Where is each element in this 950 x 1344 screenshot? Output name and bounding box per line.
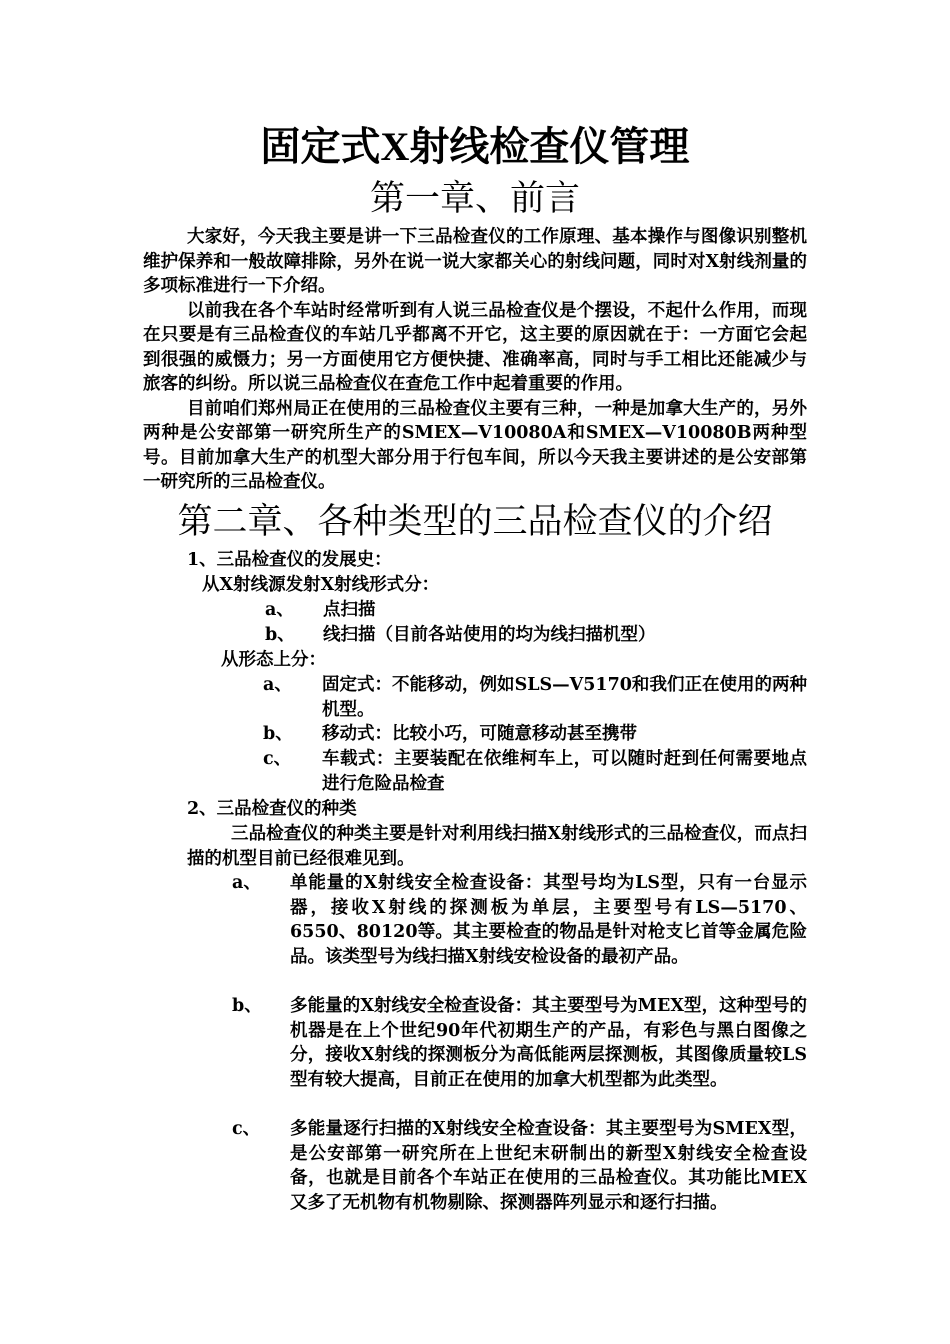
list-marker: a、 — [232, 873, 261, 893]
chapter-1-heading: 第一章、前言 — [369, 179, 580, 219]
list-item — [263, 747, 807, 796]
list-item-text: 固定式：不能移动，例如SLS—V5170和我们正在使用的两种机型。 — [322, 675, 807, 720]
source-form-label: 从X射线源发射X射线形式分： — [202, 575, 440, 595]
list-marker: c、 — [263, 749, 292, 769]
list-item — [263, 673, 807, 722]
paragraph: 大家好，今天我主要是讲一下三品检查仪的工作原理、基本操作与图像识别整机维护保养和一般故障排除，另外在说一说大家都关心的射线问题，同时对X射线剂量的多项标准进行一下介绍。 — [143, 227, 807, 296]
form-label: 从形态上分： — [221, 650, 326, 670]
list-item-text: 车载式：主要装配在依维柯车上，可以随时赶到任何需要地点进行危险品检查 — [322, 749, 807, 794]
paragraph: 三品检查仪的种类主要是针对利用线扫描X射线形式的三品检查仪，而点扫描的机型目前已经很难见到。 — [187, 824, 807, 869]
list-marker: a、 — [265, 600, 294, 620]
list-item — [265, 623, 807, 647]
list-marker: b、 — [265, 625, 295, 645]
paragraph: 目前咱们郑州局正在使用的三品检查仪主要有三种，一种是加拿大生产的，另外两种是公安部第一研究所生产的SMEX—V10080A和SMEX—V10080B两种型号。目前加拿大生产的机型大部分用于行包车间，所以今天我主要讲述的是公安部第一研究所的三品检查仪。 — [143, 398, 807, 492]
section-2-intro — [187, 822, 807, 871]
list-item — [263, 722, 807, 746]
list-item-text: 单能量的X射线安全检查设备：其型号均为LS型，只有一台显示器，接收X射线的探测板为单层，主要型号有LS—5170、6550、80120等。其主要检查的物品是针对枪支匕首等金属危险品。该类型号为线扫描X射线安检设备的最初产品。 — [290, 873, 807, 967]
list-item-text: 多能量的X射线安全检查设备：其主要型号为MEX型，这种型号的机器是在上个世纪90年代初期生产的产品，有彩色与黑白图像之分，接收X射线的探测板分为高低能两层探测板，其图像质量较LS型有较大提高，目前正在使用的加拿大机型都为此类型。 — [290, 996, 807, 1090]
list-item-text: 多能量逐行扫描的X射线安全检查设备：其主要型号为SMEX型，是公安部第一研究所在上世纪末研制出的新型X射线安全检查设备，也就是目前各个车站正在使用的三品检查仪。其功能比MEX又多了无机物有机物剔除、探测器阵列显示和逐行扫描。 — [290, 1119, 807, 1213]
list-item — [232, 871, 807, 993]
chapter-2-heading: 第二章、各种类型的三品检查仪的介绍 — [177, 502, 773, 542]
list-marker: a、 — [263, 675, 292, 695]
document-title: 固定式X射线检查仪管理 — [260, 124, 690, 169]
list-marker: c、 — [232, 1119, 261, 1139]
list-item-text: 移动式：比较小巧，可随意移动甚至携带 — [322, 724, 637, 744]
list-marker: b、 — [263, 724, 293, 744]
chapter-1-body — [143, 225, 807, 495]
paragraph: 以前我在各个车站时经常听到有人说三品检查仪是个摆设，不起什么作用，而现在只要是有三品检查仪的车站几乎都离不开它，这主要的原因就在于：一方面它会起到很强的威慑力；另一方面使用它方便快捷、准确率高，同时与手工相比还能减少与旅客的纠纷。所以说三品检查仪在查危工作中起着重要的作用。 — [143, 300, 807, 394]
list-marker: b、 — [232, 996, 262, 1016]
list-item — [232, 994, 807, 1116]
list-item-text: 线扫描（目前各站使用的均为线扫描机型） — [323, 625, 656, 645]
list-item — [265, 598, 807, 622]
list-item-text: 点扫描 — [323, 600, 376, 620]
section-1-title: 1、三品检查仪的发展史： — [187, 550, 392, 570]
list-item — [232, 1117, 807, 1239]
section-2-title: 2、三品检查仪的种类 — [187, 799, 357, 819]
